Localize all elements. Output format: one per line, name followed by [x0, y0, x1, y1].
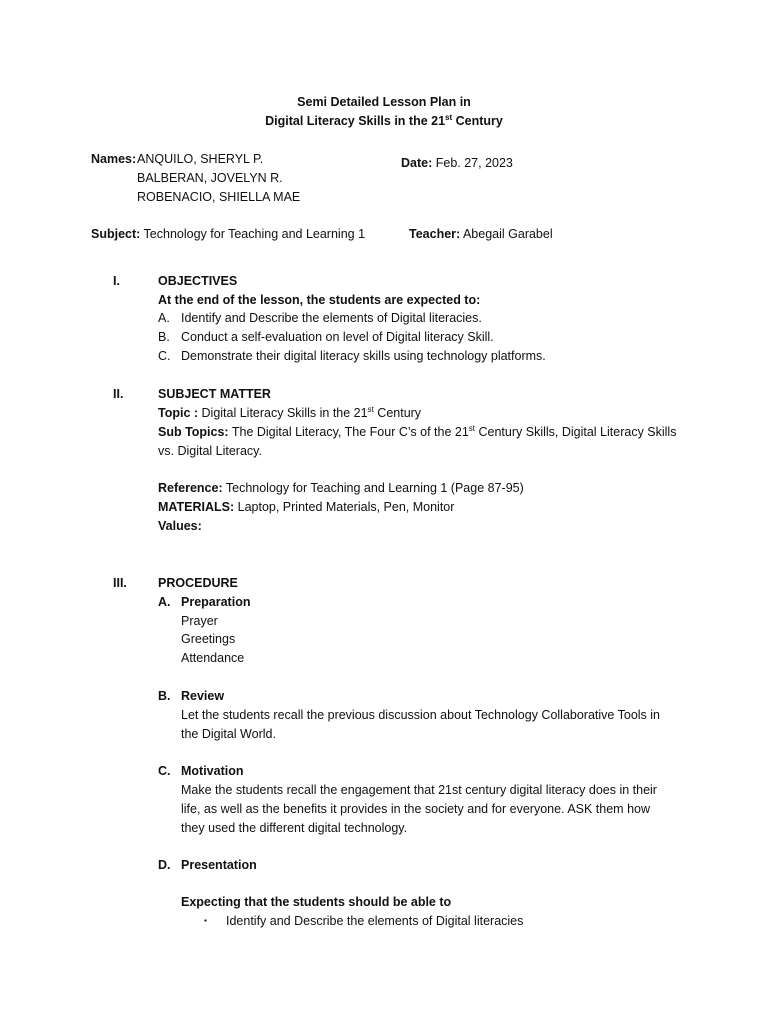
objectives-intro: At the end of the lesson, the students are expected to: [158, 293, 481, 307]
values-line: Values: [158, 519, 202, 533]
motivation-title: Motivation [181, 764, 244, 778]
section-title-subject-matter: SUBJECT MATTER [158, 387, 271, 401]
preparation-title: Preparation [181, 595, 251, 609]
section-title-objectives: OBJECTIVES [158, 274, 238, 288]
date-field: Date: Feb. 27, 2023 [401, 156, 513, 170]
document-title: Semi Detailed Lesson Plan in [297, 95, 471, 109]
list-letter: C. [158, 764, 171, 778]
list-letter: A. [158, 311, 170, 325]
list-letter: C. [158, 349, 171, 363]
name-entry: ANQUILO, SHERYL P. [137, 152, 264, 166]
objective-item: Conduct a self-evaluation on level of Digital literacy Skill. [181, 330, 494, 344]
list-letter: D. [158, 858, 171, 872]
presentation-bullet-item: Identify and Describe the elements of Digital literacies [226, 914, 524, 928]
objective-item: Demonstrate their digital literacy skills using technology platforms. [181, 349, 546, 363]
presentation-title: Presentation [181, 858, 257, 872]
review-text: the Digital World. [181, 727, 276, 741]
review-text: Let the students recall the previous discussion about Technology Collaborative Tools in [181, 708, 660, 722]
presentation-expecting: Expecting that the students should be able to [181, 895, 452, 909]
list-letter: B. [158, 689, 171, 703]
preparation-item: Prayer [181, 614, 218, 628]
document-subtitle: Digital Literacy Skills in the 21st Century [265, 113, 503, 128]
subtopics-line: Sub Topics: The Digital Literacy, The Four C’s of the 21st Century Skills, Digital Literacy Skills [158, 424, 677, 439]
objective-item: Identify and Describe the elements of Digital literacies. [181, 311, 482, 325]
list-letter: B. [158, 330, 170, 344]
preparation-item: Attendance [181, 651, 245, 665]
motivation-text: they used the different digital technology. [181, 821, 408, 835]
section-number: III. [113, 576, 127, 590]
name-entry: ROBENACIO, SHIELLA MAE [137, 190, 301, 204]
name-entry: BALBERAN, JOVELYN R. [137, 171, 283, 185]
materials-line: MATERIALS: Laptop, Printed Materials, Pen, Monitor [158, 500, 455, 514]
subtopics-continuation: vs. Digital Literacy. [158, 444, 262, 458]
section-number: II. [113, 387, 124, 401]
teacher-field: Teacher: Abegail Garabel [409, 227, 553, 241]
list-letter: A. [158, 595, 171, 609]
reference-line: Reference: Technology for Teaching and Learning 1 (Page 87-95) [158, 481, 524, 495]
topic-line: Topic : Digital Literacy Skills in the 21st Century [158, 405, 422, 420]
names-label: Names: [91, 152, 137, 166]
section-number: I. [113, 274, 120, 288]
motivation-text: life, as well as the benefits it provides in the society and for everyone. ASK them how [181, 802, 651, 816]
preparation-item: Greetings [181, 632, 236, 646]
bullet-icon: ▪ [204, 916, 207, 925]
review-title: Review [181, 689, 225, 703]
section-title-procedure: PROCEDURE [158, 576, 238, 590]
motivation-text: Make the students recall the engagement that 21st century digital literacy does in their [181, 783, 657, 797]
subject-field: Subject: Technology for Teaching and Learning 1 [91, 227, 366, 241]
